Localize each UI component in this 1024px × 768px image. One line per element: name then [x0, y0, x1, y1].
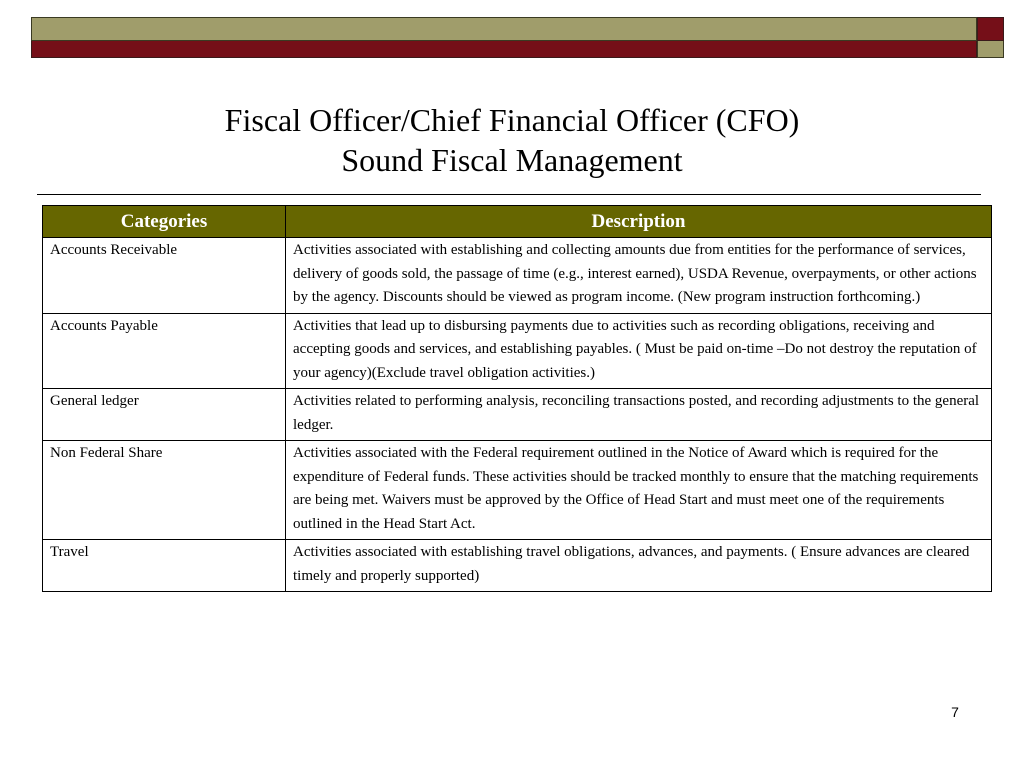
- category-cell: Non Federal Share: [43, 441, 286, 540]
- description-cell: Activities associated with establishing travel obligations, advances, and payments. ( Ensure advances are cleared timely and properly supported): [286, 540, 992, 592]
- description-cell: Activities associated with the Federal requirement outlined in the Notice of Award which is required for the expenditure of Federal funds. These activities should be tracked monthly to ensure that the matching requirements are being met. Waivers must be approved by the Office of Head Start and must meet one of the requirements outlined in the Head Start Act.: [286, 441, 992, 540]
- category-cell: Accounts Payable: [43, 313, 286, 389]
- table-header-row: [43, 206, 992, 238]
- column-header-categories: Categories: [43, 206, 286, 238]
- column-header-description: Description: [286, 206, 992, 238]
- table-row: [43, 389, 992, 441]
- title-divider: [37, 194, 981, 195]
- slide-title-line-1: Fiscal Officer/Chief Financial Officer (CFO): [224, 102, 800, 138]
- decorative-bar-maroon: [31, 41, 977, 58]
- slide-title-line-2: Sound Fiscal Management: [341, 142, 683, 178]
- category-cell: Accounts Receivable: [43, 238, 286, 314]
- table-row: [43, 540, 992, 592]
- description-cell: Activities associated with establishing and collecting amounts due from entities for the performance of services, delivery of goods sold, the passage of time (e.g., interest earned), USDA Revenue, overpayments, or other actions by the agency. Discounts should be viewed as program income. (New program instruction forthcoming.): [286, 238, 992, 314]
- decorative-bar-olive: [31, 17, 977, 41]
- decorative-square-olive: [977, 41, 1004, 58]
- slide-title: [0, 100, 1024, 180]
- decorative-square-maroon: [977, 17, 1004, 41]
- fiscal-categories-table: [42, 205, 992, 592]
- table-row: [43, 313, 992, 389]
- description-cell: Activities related to performing analysis, reconciling transactions posted, and recording adjustments to the general ledger.: [286, 389, 992, 441]
- description-cell: Activities that lead up to disbursing payments due to activities such as recording obligations, receiving and accepting goods and services, and establishing payables. ( Must be paid on-time –Do not destroy the reputation of your agency)(Exclude travel obligation activities.): [286, 313, 992, 389]
- fiscal-table-container: [42, 205, 991, 592]
- table-row: [43, 238, 992, 314]
- category-cell: General ledger: [43, 389, 286, 441]
- table-row: [43, 441, 992, 540]
- page-number: 7: [951, 704, 959, 720]
- category-cell: Travel: [43, 540, 286, 592]
